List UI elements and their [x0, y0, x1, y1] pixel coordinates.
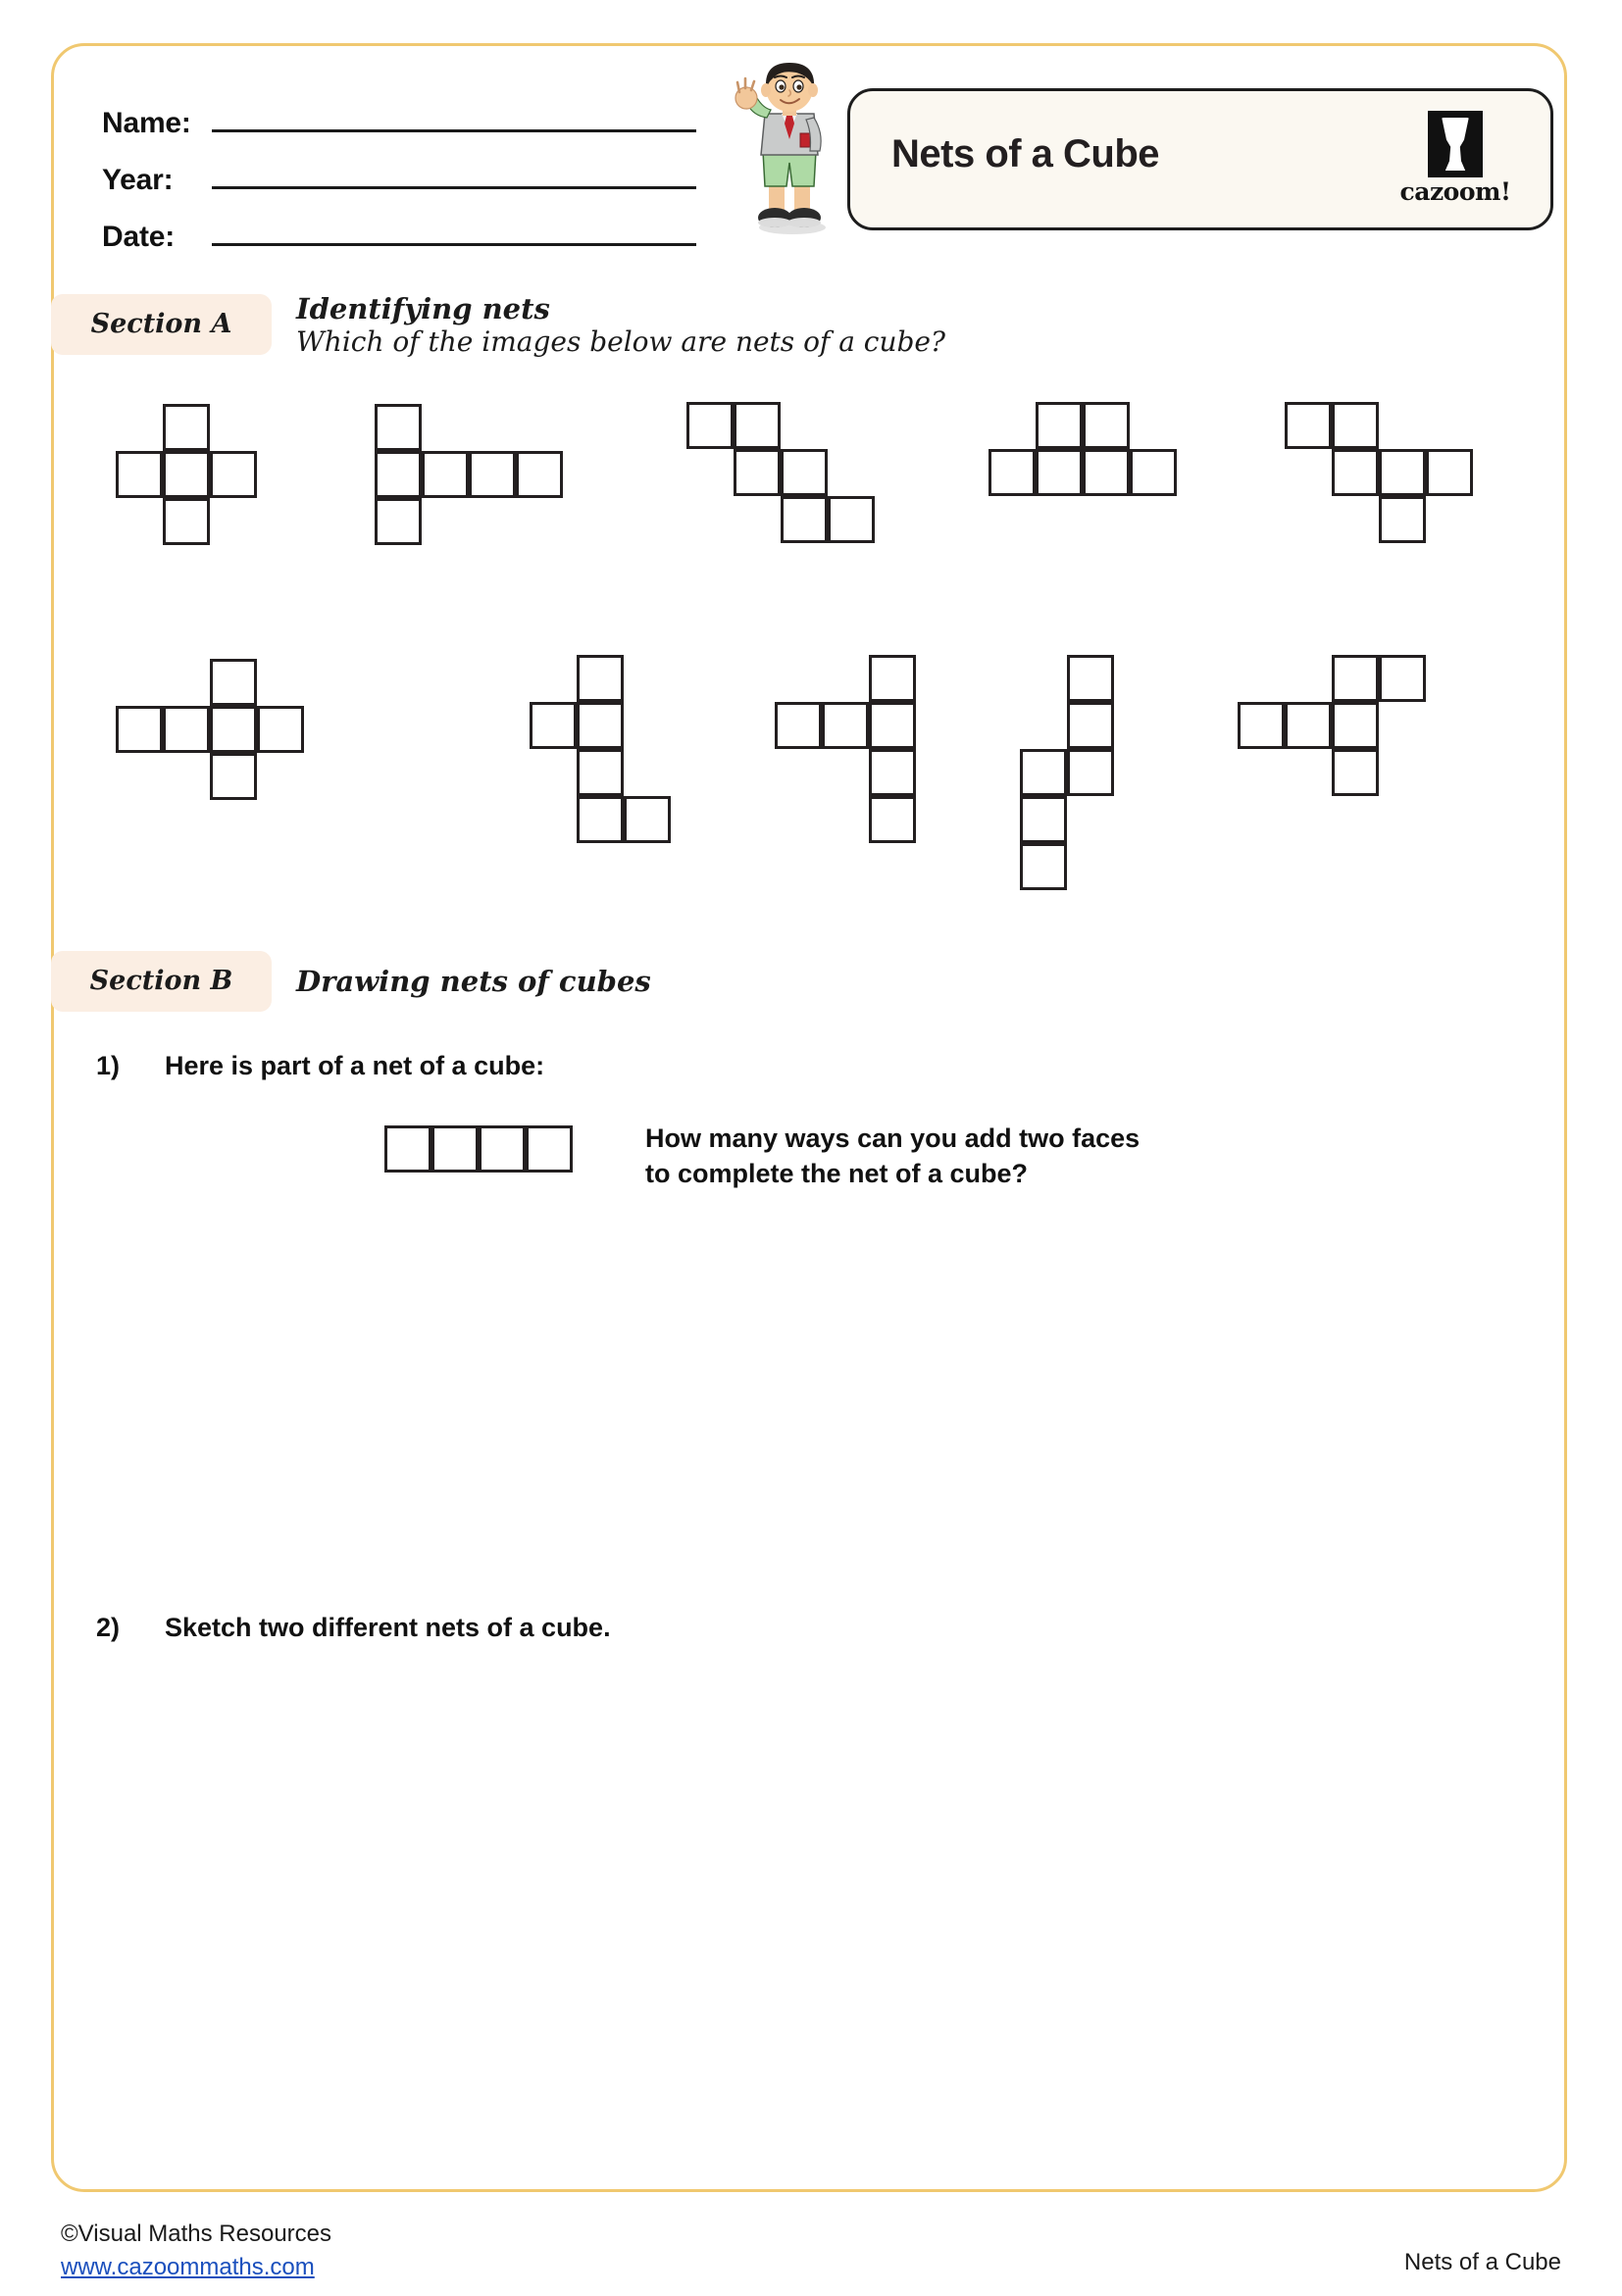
net-face — [375, 404, 422, 451]
net-face — [734, 402, 781, 449]
net-face — [1020, 749, 1067, 796]
question-2-answer-space[interactable] — [96, 1667, 1489, 2157]
net-face — [163, 451, 210, 498]
net-face — [1332, 449, 1379, 496]
net-face — [1020, 796, 1067, 843]
footer-website-link[interactable]: www.cazoommaths.com — [61, 2254, 315, 2280]
section-a-title: Identifying nets — [296, 292, 550, 325]
footer-copyright: ©Visual Maths Resources — [61, 2221, 332, 2247]
net-face — [775, 702, 822, 749]
net-face — [869, 702, 916, 749]
net-face — [1036, 402, 1083, 449]
cazoom-logo — [1395, 111, 1515, 217]
question-1-prompt-line-2: to complete the net of a cube? — [645, 1159, 1029, 1188]
net-face — [1083, 402, 1130, 449]
net-face — [1332, 702, 1379, 749]
question-1-prompt-line-1: How many ways can you add two faces — [645, 1123, 1140, 1153]
net-face — [1426, 449, 1473, 496]
net-face — [1332, 402, 1379, 449]
net-face — [163, 498, 210, 545]
net-face — [1067, 702, 1114, 749]
partial-net-face — [384, 1125, 431, 1173]
name-field-row[interactable] — [102, 102, 710, 159]
net-face — [577, 702, 624, 749]
net-face — [163, 706, 210, 753]
net-face — [210, 451, 257, 498]
date-field-row[interactable] — [102, 216, 710, 273]
question-2-text: Sketch two different nets of a cube. — [165, 1613, 611, 1642]
section-a-label: Section A — [90, 309, 232, 339]
net-face — [869, 655, 916, 702]
net-face — [210, 706, 257, 753]
section-b-label: Section B — [89, 966, 233, 996]
question-2-number: 2) — [96, 1613, 121, 1642]
net-face — [1285, 702, 1332, 749]
net-face — [375, 498, 422, 545]
net-face — [210, 659, 257, 706]
net-face — [210, 753, 257, 800]
net-face — [1379, 655, 1426, 702]
net-face — [422, 451, 469, 498]
net-face — [869, 749, 916, 796]
section-a-subtitle: Which of the images below are nets of a cube? — [296, 325, 946, 358]
question-1-partial-net — [384, 1125, 573, 1173]
net-face — [686, 402, 734, 449]
worksheet-header — [51, 43, 1567, 278]
net-face — [1083, 449, 1130, 496]
net-face — [828, 496, 875, 543]
year-field-row[interactable] — [102, 159, 710, 216]
net-face — [1285, 402, 1332, 449]
cazoom-goblet-icon — [1428, 111, 1483, 177]
net-face — [1067, 749, 1114, 796]
net-face — [116, 706, 163, 753]
date-label: Date: — [102, 221, 176, 253]
net-face — [163, 404, 210, 451]
page-title: Nets of a Cube — [891, 132, 1160, 175]
worksheet-footer — [0, 2218, 1622, 2296]
year-label: Year: — [102, 164, 174, 196]
net-face — [375, 451, 422, 498]
footer-worksheet-name: Nets of a Cube — [1403, 2249, 1561, 2275]
net-face — [577, 796, 624, 843]
net-face — [116, 451, 163, 498]
net-face — [624, 796, 671, 843]
partial-net-face — [526, 1125, 573, 1173]
net-face — [1020, 843, 1067, 890]
net-face — [869, 796, 916, 843]
net-face — [1036, 449, 1083, 496]
net-face — [822, 702, 869, 749]
net-face — [516, 451, 563, 498]
net-face — [781, 496, 828, 543]
net-face — [988, 449, 1036, 496]
section-b-title: Drawing nets of cubes — [296, 965, 651, 998]
net-face — [781, 449, 828, 496]
waving-student-mascot-icon — [728, 61, 845, 237]
net-face — [1067, 655, 1114, 702]
net-face — [469, 451, 516, 498]
partial-net-face — [479, 1125, 526, 1173]
partial-net-face — [431, 1125, 479, 1173]
net-face — [577, 749, 624, 796]
worksheet-title-card — [847, 88, 1553, 230]
net-face — [734, 449, 781, 496]
net-face — [1332, 749, 1379, 796]
net-face — [1332, 655, 1379, 702]
question-1-prompt — [645, 1121, 1140, 1191]
net-face — [577, 655, 624, 702]
cazoom-logo-word: cazoom! — [1399, 177, 1511, 206]
name-input-line[interactable] — [212, 102, 696, 132]
net-face — [1238, 702, 1285, 749]
question-1-text: Here is part of a net of a cube: — [165, 1051, 545, 1080]
year-input-line[interactable] — [212, 159, 696, 189]
net-face — [1379, 449, 1426, 496]
footer-copyright-block — [61, 2218, 331, 2284]
student-details-block — [102, 102, 710, 273]
question-1-number: 1) — [96, 1051, 121, 1080]
net-face — [1130, 449, 1177, 496]
name-label: Name: — [102, 107, 191, 139]
date-input-line[interactable] — [212, 216, 696, 246]
net-face — [1379, 496, 1426, 543]
net-face — [530, 702, 577, 749]
net-face — [257, 706, 304, 753]
